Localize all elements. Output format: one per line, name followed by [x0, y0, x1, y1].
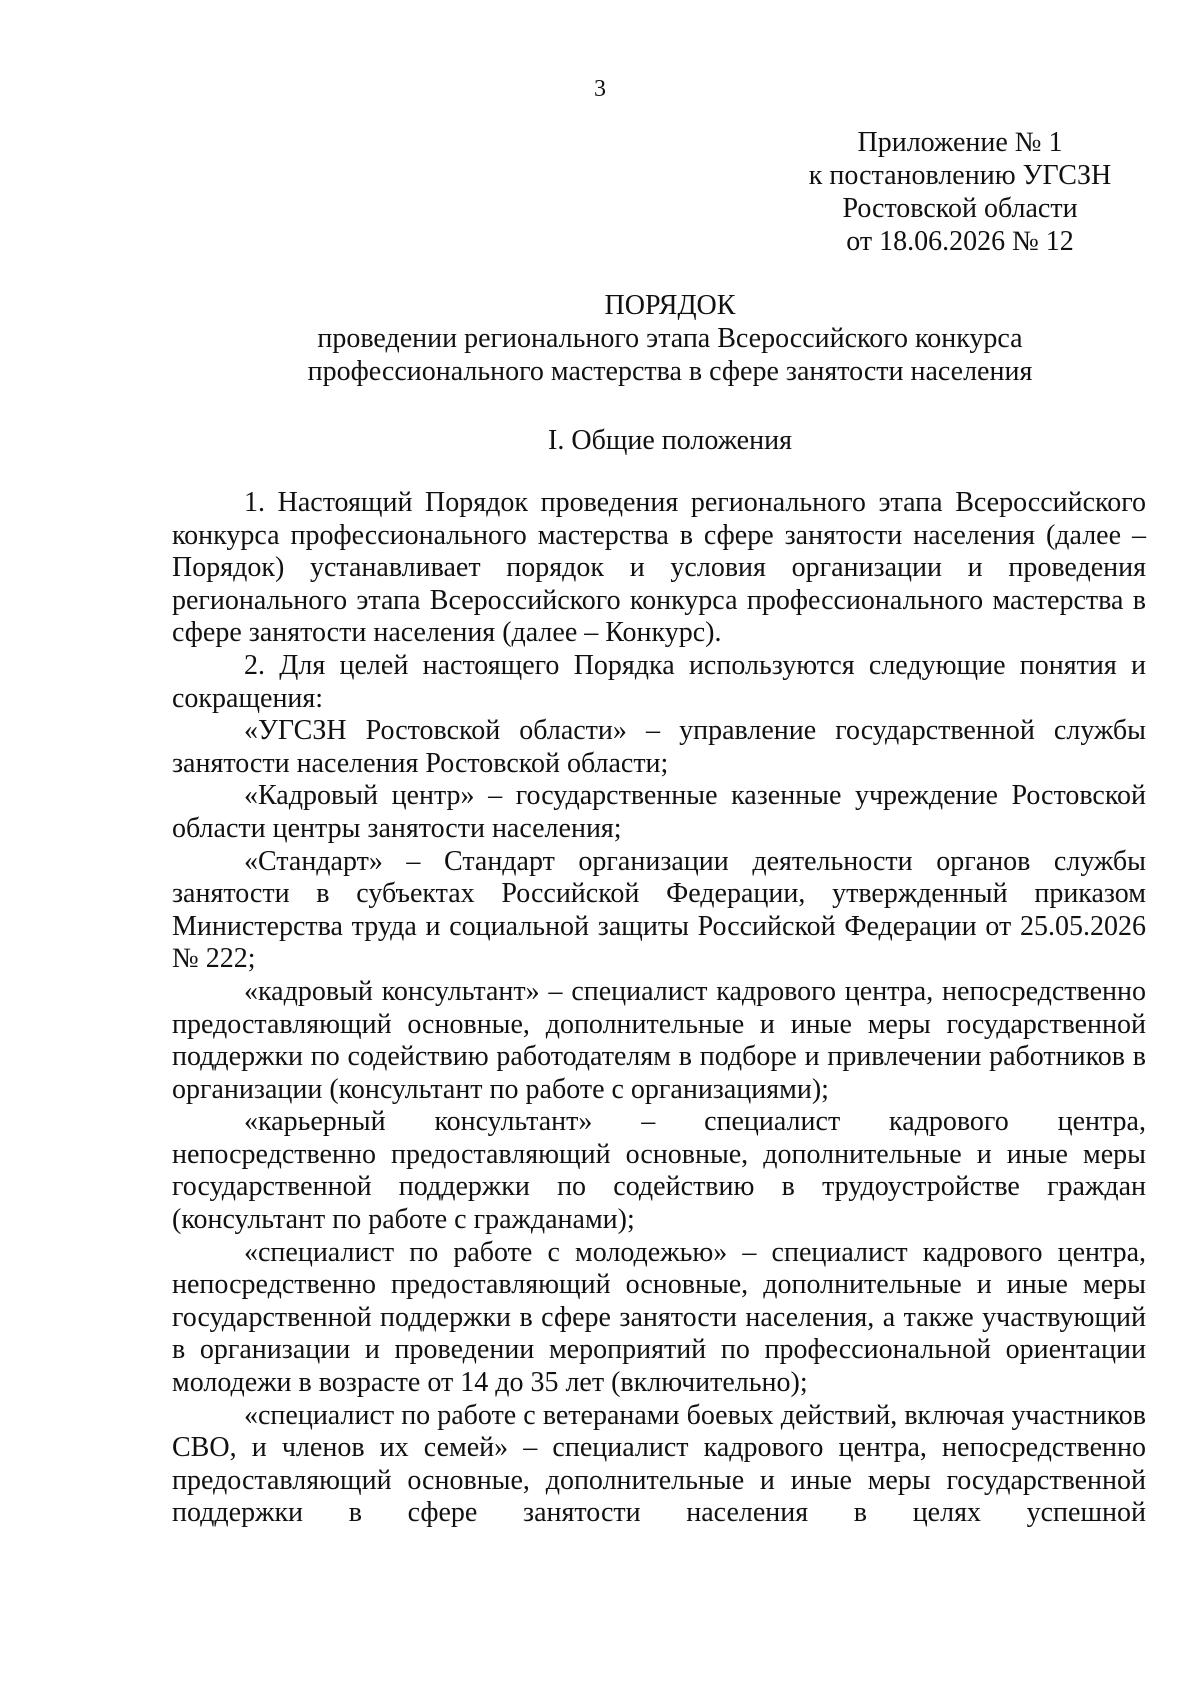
- paragraph-6: «кадровый консультант» – специалист кадрового центра, непосредственно предоставляющий основные, дополнительные и иные меры государственной поддержки по содействию работодателям в подборе и привлечении работников в организации (консультант по работе с организациями);: [172, 975, 1146, 1105]
- document-title: [170, 289, 1170, 388]
- paragraph-2: 2. Для целей настоящего Порядка используются следующие понятия и сокращения:: [172, 649, 1146, 714]
- paragraph-4: «Кадровый центр» – государственные казенные учреждение Ростовской области центры занятости населения;: [172, 780, 1146, 844]
- appendix-line-3: Ростовской области: [842, 193, 1078, 224]
- appendix-line-4: от 18.06.2026 № 12: [846, 226, 1074, 257]
- paragraph-1: 1. Настоящий Порядок проведения регионального этапа Всероссийского конкурса профессионального мастерства в сфере занятости населения (далее – Порядок) устанавливает порядок и условия организации и проведения регионального этапа Всероссийского конкурса профессионального мастерства в сфере занятости населения (далее – Конкурс).: [172, 487, 1146, 649]
- appendix-block: [780, 126, 1140, 258]
- document-body: [172, 487, 1146, 1530]
- paragraph-3: «УГСЗН Ростовской области» – управление государственной службы занятости населения Ростовской области;: [172, 715, 1146, 779]
- appendix-line-2: к постановлению УГСЗН: [808, 160, 1112, 191]
- appendix-line-1: Приложение № 1: [857, 127, 1063, 158]
- paragraph-8: «специалист по работе с молодежью» – специалист кадрового центра, непосредственно предоставляющий основные, дополнительные и иные меры государственной поддержки в сфере занятости населения, а также участвующий в организации и проведении мероприятий по профессиональной ориентации молодежи в возрасте от 14 до 35 лет (включительно);: [172, 1236, 1146, 1399]
- section-heading: I. Общие положения: [548, 425, 792, 456]
- title-line-1: проведении регионального этапа Всероссийского конкурса: [317, 323, 1023, 354]
- title-line-2: профессионального мастерства в сфере занятости населения: [307, 356, 1033, 387]
- title-heading: ПОРЯДОК: [604, 290, 736, 321]
- paragraph-7: «карьерный консультант» – специалист кадрового центра, непосредственно предоставляющий основные, дополнительные и иные меры государственной поддержки по содействию в трудоустройстве граждан (консультант по работе с гражданами);: [172, 1106, 1146, 1236]
- paragraph-9: «специалист по работе с ветеранами боевых действий, включая участников СВО, и членов их семей» – специалист кадрового центра, непосредственно предоставляющий основные, дополнительные и иные меры государственной поддержки в сфере занятости населения в целях успешной: [172, 1399, 1146, 1529]
- paragraph-5: «Стандарт» – Стандарт организации деятельности органов службы занятости в субъектах Российской Федерации, утвержденный приказом Министерства труда и социальной защиты Российской Федерации от 25.05.2026 № 222;: [172, 845, 1146, 975]
- page-number: 3: [594, 76, 606, 102]
